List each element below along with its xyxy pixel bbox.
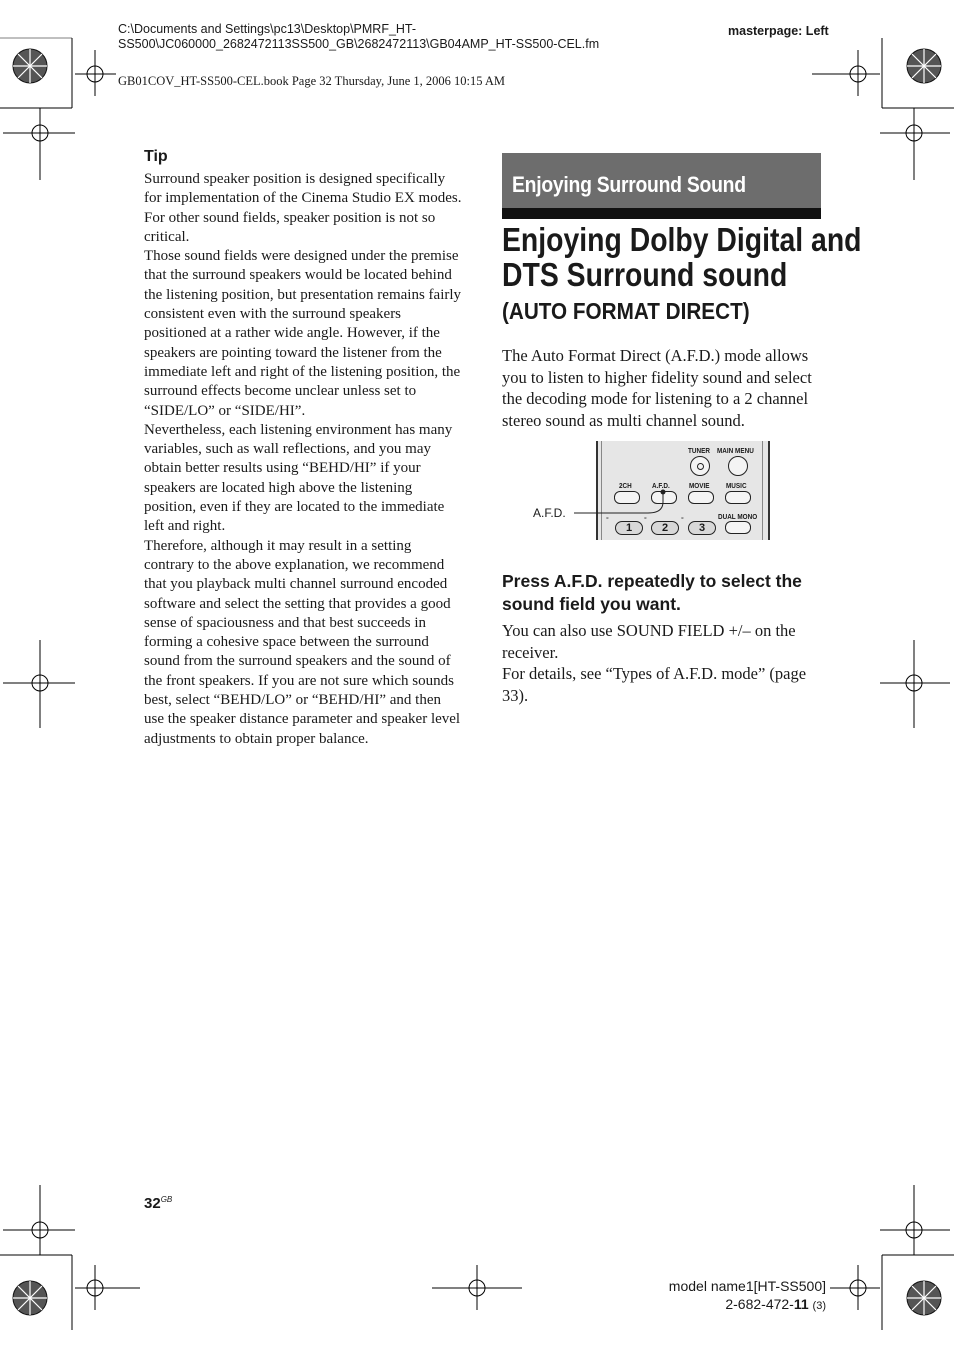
tuner-label: TUNER (688, 446, 710, 455)
degree-mark-icon: ° (644, 517, 647, 524)
section-banner-title: Enjoying Surround Sound (512, 172, 746, 197)
tip-paragraph: Those sound fields were designed under the premise that the surround speakers would be located behind the listening position, but presentation remains fairly consistent even with the surround speakers positioned at a rather wide angle. However, if the speakers are pointing toward the listener from the immediate left and right of the listening position, the surround effects become unclear unless set to “SIDE/LO” or “SIDE/HI”. (144, 248, 462, 419)
section-banner-bar (502, 208, 821, 219)
model-info (600, 1277, 826, 1315)
tip-body (144, 170, 462, 749)
part-number (600, 1295, 826, 1315)
page-number-suffix: GB (160, 1195, 173, 1204)
afd-callout-label: A.F.D. (533, 506, 566, 520)
step-heading: Press A.F.D. repeatedly to select the sound field you want. (502, 571, 802, 614)
part-number-prefix: 2-682-472- (725, 1296, 794, 1312)
page-number-value: 32 (144, 1195, 161, 1212)
music-label: MUSIC (726, 481, 747, 490)
dual-mono-label: DUAL MONO (718, 512, 758, 521)
degree-mark-icon: ° (606, 517, 609, 524)
file-path: C:\Documents and Settings\pc13\Desktop\PMRF_HT-SS500\JC060000_2682472113SS500_GB\2682472113\GB04AMP_HT-SS500-CEL.fm (118, 22, 600, 51)
page-title: Enjoying Dolby Digital and DTS Surround sound (502, 221, 862, 293)
tip-heading: Tip (144, 148, 168, 165)
page-subtitle: (AUTO FORMAT DIRECT) (502, 298, 750, 324)
step-body-line: You can also use SOUND FIELD +/– on the receiver. (502, 621, 796, 662)
dual-mono-button (725, 521, 751, 534)
intro-paragraph: The Auto Format Direct (A.F.D.) mode allows you to listen to higher fidelity sound and select the decoding mode for listening to a 2 channel stereo sound as multi channel sound. (502, 346, 812, 430)
number-1-button: 1 (615, 521, 643, 535)
afd-callout-line (560, 480, 680, 530)
main-menu-button (728, 456, 748, 476)
page-number (144, 1195, 172, 1212)
step-body-line: For details, see “Types of A.F.D. mode” (page 33). (502, 664, 807, 705)
number-2-button: 2 (651, 521, 679, 535)
part-number-suffix: (3) (812, 1300, 826, 1312)
masterpage-label: masterpage: Left (728, 24, 829, 38)
2ch-label: 2CH (619, 481, 632, 490)
book-info-line: GB01COV_HT-SS500-CEL.book Page 32 Thursday, June 1, 2006 10:15 AM (118, 74, 506, 88)
tip-paragraph: Nevertheless, each listening environment has many variables, such as wall reflections, and you may obtain better results using “BEHD/HI” if your speakers are located high above the listening position, even if they are located to the immediate left and right. (144, 421, 453, 535)
part-number-revision: 11 (793, 1296, 809, 1312)
movie-label: MOVIE (689, 481, 710, 490)
step-body (502, 620, 832, 706)
degree-mark-icon: ° (681, 517, 684, 524)
main-menu-label: MAIN MENU (717, 446, 754, 455)
number-3-button: 3 (688, 521, 716, 535)
afd-label: A.F.D. (652, 481, 670, 490)
music-button (725, 491, 751, 504)
tuner-button (690, 456, 710, 476)
tip-paragraph: Surround speaker position is designed specifically for implementation of the Cinema Studio EX modes. For other sound fields, speaker position is not so critical. (144, 171, 462, 245)
movie-button (688, 491, 714, 504)
tip-paragraph: Therefore, although it may result in a setting contrary to the above explanation, we recommend that you playback multi channel surround encoded software and select the setting that provides a good sense of spaciousness and that best succeeds in forming a cohesive space between the surround sound from the surround speakers and the sound of the front speakers. If you are not sure which sounds best, select “BEHD/LO” or “BEHD/HI” and then use the speaker distance parameter and speaker level adjustments to obtain proper balance. (144, 537, 461, 747)
model-name: model name1[HT-SS500] (668, 1278, 826, 1294)
